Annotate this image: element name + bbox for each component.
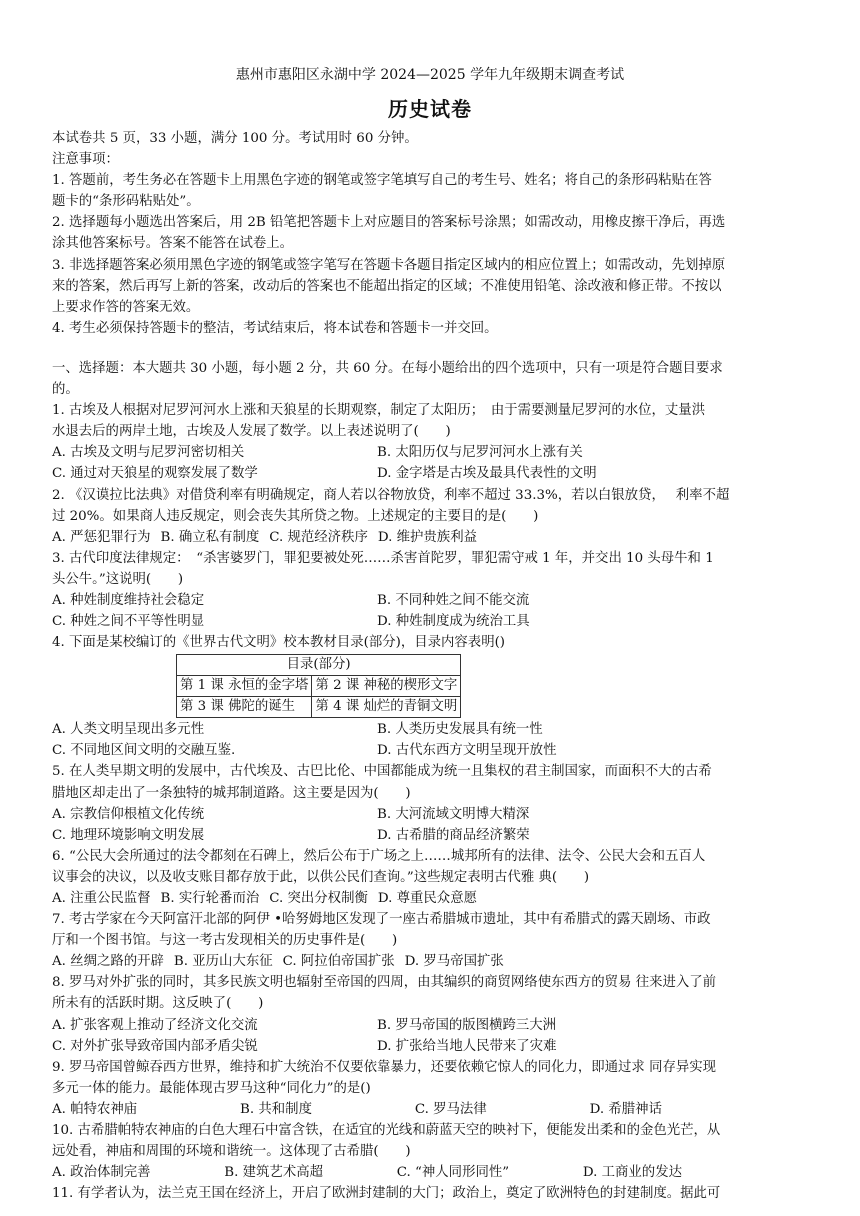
question-9 [52,1057,808,1120]
option-a: A. 丝绸之路的开辟 [52,954,164,970]
option-c: C. “神人同形同性” [396,1165,510,1181]
question-stem: 7. 考古学家在今天阿富汗北部的阿伊 •哈努姆地区发现了一座古希腊城市遗址，其中有希腊式的露天剧场、市政 [52,912,711,928]
notice-label: 注意事项： [52,152,119,168]
option-d: D. 希腊神话 [589,1101,662,1117]
option-c: C. 突出分权制衡 [269,891,368,906]
question-6 [52,846,808,909]
option-c: C. 阿拉伯帝国扩张 [282,954,395,970]
notice-item: 2. 选择题每小题选出答案后，用 2B 铅笔把答题卡上对应题目的答案标号涂黑；如需改动，用橡皮擦干净后，再选 涂其他答案标号。答案不能答在试卷上。 [52,215,726,252]
option-c: C. 地理环境影响文明发展 [52,827,205,843]
question-5 [52,761,808,845]
option-b: B. 太阳历仅与尼罗河河水上涨有关 [377,445,583,461]
option-d: D. 尊重民众意愿 [377,891,477,906]
option-a: A. 政治体制完善 [52,1165,151,1181]
option-b: B. 共和制度 [240,1101,312,1117]
option-d: D. 维护贵族利益 [377,529,477,545]
option-b: B. 罗马帝国的版图横跨三大洲 [377,1017,557,1033]
option-c: C. 对外扩张导致帝国内部矛盾尖锐 [52,1038,258,1054]
question-stem: 6. “公民大会所通过的法令都刻在石碑上，然后公布于广场之上……城邦所有的法律、法令、公民大会和五百人 [52,848,706,864]
question-2 [52,485,808,548]
textbook-contents-table [176,654,461,718]
option-d: D. 金字塔是古埃及最具代表性的文明 [377,466,597,482]
option-c: C. 不同地区间文明的交融互鉴. [52,743,236,759]
option-b: B. 大河流域文明博大精深 [377,806,530,822]
option-b: B. 不同种姓之间不能交流 [377,592,530,608]
option-a: A. 种姓制度维持社会稳定 [52,592,205,608]
option-b: B. 人类历史发展具有统一性 [377,722,543,738]
option-c: C. 种姓之间不平等性明显 [52,614,205,630]
notice-item: 3. 非选择题答案必须用黑色字迹的钢笔或签字笔写在答题卡各题目指定区域内的相应位置上；如需改动，先划掉原 来的答案，然后再写上新的答案，改动后的答案也不能超出指定的区域；不准使用铅笔、涂改液和修正带。不按以 上要求作答的答案无效。 [52,257,726,315]
question-11 [52,1183,808,1204]
question-stem: 9. 罗马帝国曾鲸吞西方世界，维持和扩大统治不仅要依靠暴力，还要依赖它惊人的同化力，即通过求 同存异实现 [52,1059,717,1075]
question-10 [52,1120,808,1183]
question-stem: 4. 下面是某校编订的《世界古代文明》校本教材目录(部分)，目录内容表明() [52,635,506,651]
exam-overview: 本试卷共 5 页，33 小题，满分 100 分。考试用时 60 分钟。 [52,131,418,146]
question-1 [52,400,808,484]
question-stem: 11. 有学者认为，法兰克王国在经济上，开启了欧洲封建制的大门；政治上，奠定了欧洲特色的封建制度。据此可 [52,1186,721,1202]
option-b: B. 实行轮番而治 [160,891,260,906]
table-cell: 第 1 课 永恒的金字塔 [177,676,312,697]
question-stem: 5. 在人类早期文明的发展中，古代埃及、古巴比伦、中国都能成为统一且集权的君主制国家，而面积不大的古希 [52,764,712,780]
option-c: C. 罗马法律 [414,1101,487,1117]
question-stem: 8. 罗马对外扩张的同时，其多民族文明也辐射至帝国的四周，由其编织的商贸网络使东西方的贸易 往来进入了前 [52,975,717,991]
question-stem: 多元一体的能力。最能体现古罗马这种“同化力”的是() [52,1080,371,1096]
table-cell: 第 2 课 神秘的楔形文字 [312,676,461,697]
option-b: B. 亚历山大东征 [173,954,273,970]
question-stem: 议事会的决议，以及收支账目都存放于此，以供公民们查询。”这些规定表明古代雅 典( ) [52,869,590,885]
option-d: D. 扩张给当地人民带来了灾难 [377,1038,557,1054]
option-d: D. 罗马帝国扩张 [404,954,504,970]
question-stem: 过 20%。如果商人违反规定，则会丧失其所贷之物。上述规定的主要目的是( ) [52,508,539,524]
question-3 [52,548,808,632]
question-4 [52,632,808,761]
school-line: 惠州市惠阳区永湖中学 2024—2025 学年九年级期末调查考试 [235,67,625,83]
option-c: C. 通过对天狼星的观察发展了数学 [52,466,258,482]
option-a: A. 注重公民监督 [52,891,151,906]
question-stem: 所未有的活跃时期。这反映了( ) [52,996,264,1012]
question-7 [52,909,808,972]
question-stem: 3. 古代印度法律规定： “杀害婆罗门，罪犯要被处死……杀害首陀罗，罪犯需守戒 1 年，并交出 10 头母牛和 1 [52,550,714,566]
question-stem: 远处看，神庙和周围的环境和谐统一。这体现了古希腊( ) [52,1144,411,1160]
question-stem: 水退去后的两岸土地，古埃及人发展了数学。以上表述说明了( ) [52,424,451,440]
exam-title: 历史试卷 [388,97,472,121]
question-stem: 厅和一个图书馆。与这一考古发现相关的历史事件是( ) [52,933,398,949]
option-a: A. 古埃及文明与尼罗河密切相关 [52,445,245,461]
table-cell: 第 4 课 灿烂的青铜文明 [312,697,461,718]
question-stem: 10. 古希腊帕特农神庙的白色大理石中富含铁，在适宜的光线和蔚蓝天空的映衬下，便能发出柔和的金色光芒，从 [52,1123,721,1139]
question-stem: 2. 《汉谟拉比法典》对借贷利率有明确规定，商人若以谷物放贷，利率不超过 33.3%，若以白银放贷， 利率不超 [52,487,730,503]
notice-item: 4. 考生必须保持答题卡的整洁，考试结束后，将本试卷和答题卡一并交回。 [52,320,498,336]
option-a: A. 帕特农神庙 [52,1101,138,1117]
option-a: A. 宗教信仰根植文化传统 [52,806,205,822]
question-stem: 腊地区却走出了一条独特的城邦制道路。这主要是因为( ) [52,785,411,801]
question-8 [52,972,808,1056]
table-cell: 第 3 课 佛陀的诞生 [177,697,312,718]
option-d: D. 古代东西方文明呈现开放性 [377,743,557,759]
option-d: D. 古希腊的商品经济繁荣 [377,827,530,843]
option-a: A. 人类文明呈现出多元性 [52,722,205,738]
notice-item: 1. 答题前，考生务必在答题卡上用黑色字迹的钢笔或签字笔填写自己的考生号、姓名；将自己的条形码粘贴在答 题卡的“条形码粘贴处”。 [52,173,712,210]
section-heading: 一、选择题：本大题共 30 小题，每小题 2 分，共 60 分。在每小题给出的四个选项中，只有一项是符合题目要求 的。 [52,360,723,398]
option-b: B. 建筑艺术高超 [224,1165,323,1181]
option-b: B. 确立私有制度 [160,529,260,545]
option-a: A. 严惩犯罪行为 [52,529,151,545]
option-a: A. 扩张客观上推动了经济文化交流 [52,1017,258,1033]
option-c: C. 规范经济秩序 [269,529,368,545]
question-stem: 头公牛。”这说明( ) [52,571,184,587]
option-d: D. 种姓制度成为统治工具 [377,614,530,630]
question-stem: 1. 古埃及人根据对尼罗河河水上涨和天狼星的长期观察，制定了太阳历； 由于需要测量尼罗河的水位，丈量洪 [52,403,706,419]
table-caption: 目录(部分) [177,655,461,676]
option-d: D. 工商业的发达 [582,1165,682,1181]
